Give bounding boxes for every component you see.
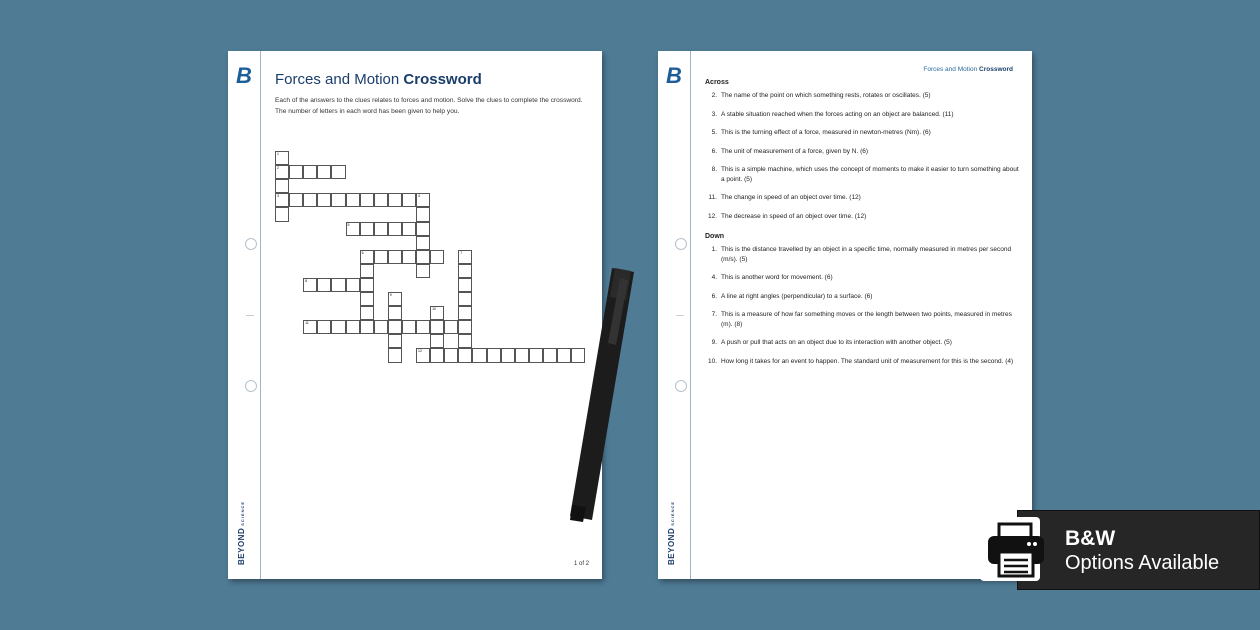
printer-icon bbox=[985, 522, 1051, 580]
brand-logo: B bbox=[236, 63, 252, 88]
page-number: 1 of 2 bbox=[573, 561, 589, 567]
clue-text: This is the turning effect of a force, measured in newton-metres (Nm). (6) bbox=[721, 129, 931, 136]
clue-number: 10. bbox=[707, 357, 717, 365]
clue-number: 9. bbox=[711, 339, 717, 346]
clue-number: 7. bbox=[711, 311, 717, 318]
clue-text: A stable situation reached when the forces acting on an object are balanced. (11) bbox=[721, 110, 954, 118]
clue-number: 12. bbox=[707, 212, 717, 220]
brand-logo: B bbox=[666, 63, 682, 88]
across-heading: Across bbox=[705, 79, 729, 86]
clue-text: This is a measure of how far something moves or the length between two points, measured in metres (m). (8) bbox=[721, 311, 1012, 328]
clue-number-label: 11 bbox=[305, 321, 309, 326]
clue-number: 8. bbox=[711, 166, 717, 173]
clue-number: 6. bbox=[711, 292, 717, 300]
badge-title: B&W bbox=[1065, 527, 1116, 550]
clue-text: The change in speed of an object over time. (12) bbox=[721, 194, 861, 201]
clue-number-label: 9 bbox=[389, 293, 392, 297]
clue-number: 3. bbox=[711, 110, 717, 118]
brand-name: BEYONDSCIENCE bbox=[237, 500, 246, 565]
badge-subtitle: Options Available bbox=[1065, 552, 1220, 574]
page-title: Forces and Motion Crossword bbox=[275, 71, 482, 88]
clue-text: The decrease in speed of an object over time. (12) bbox=[721, 212, 867, 220]
clue-text: This is another word for movement. (6) bbox=[721, 274, 833, 281]
clue-number-label: 4 bbox=[418, 194, 420, 199]
clue-number-label: 6 bbox=[361, 250, 364, 255]
clue-number-label: 10 bbox=[432, 307, 436, 312]
clue-number: 1. bbox=[711, 246, 717, 253]
down-heading: Down bbox=[705, 233, 725, 240]
clue-number: 6. bbox=[711, 147, 717, 155]
clue-text: A push or pull that acts on an object due to its interaction with another object. (5) bbox=[721, 339, 952, 346]
clue-text: The unit of measurement of a force, given by N. (6) bbox=[721, 147, 869, 155]
page-header: Forces and Motion Crossword bbox=[923, 66, 1013, 73]
clue-number-label: 3 bbox=[277, 194, 279, 199]
clue-number-label: 7 bbox=[460, 250, 463, 255]
clue-number: 5. bbox=[711, 129, 717, 136]
clue-text: How long it takes for an event to happen. The standard unit of measurement for this is the second. (4) bbox=[721, 357, 1014, 365]
clue-text: This is a simple machine, which uses the concept of moments to make it easier to turn something about a point. (5) bbox=[721, 166, 1019, 183]
clue-number: 11. bbox=[708, 194, 717, 201]
clue-text: A line at right angles (perpendicular) to a surface. (6) bbox=[721, 292, 873, 300]
bw-options-badge bbox=[1017, 510, 1260, 590]
clue-number: 4. bbox=[711, 274, 717, 281]
clue-number-label: 5 bbox=[347, 222, 350, 227]
brand-name: BEYONDSCIENCE bbox=[667, 500, 676, 565]
clue-number: 2. bbox=[711, 92, 717, 99]
clue-text: The name of the point on which something rests, rotates or oscillates. (5) bbox=[721, 92, 931, 99]
clue-number-label: 1 bbox=[277, 152, 279, 156]
clue-number-label: 12 bbox=[418, 349, 422, 354]
intro-text: Each of the answers to the clues relates to forces and motion. Solve the clues to complete the crossword. The number of letters in each word has been given to help you. bbox=[275, 97, 583, 115]
clue-number-label: 2 bbox=[277, 166, 279, 171]
clue-number-label: 8 bbox=[305, 278, 308, 283]
clue-text: This is the distance travelled by an object in a specific time, normally measured in metres per second (m/s). (5) bbox=[721, 246, 1012, 263]
